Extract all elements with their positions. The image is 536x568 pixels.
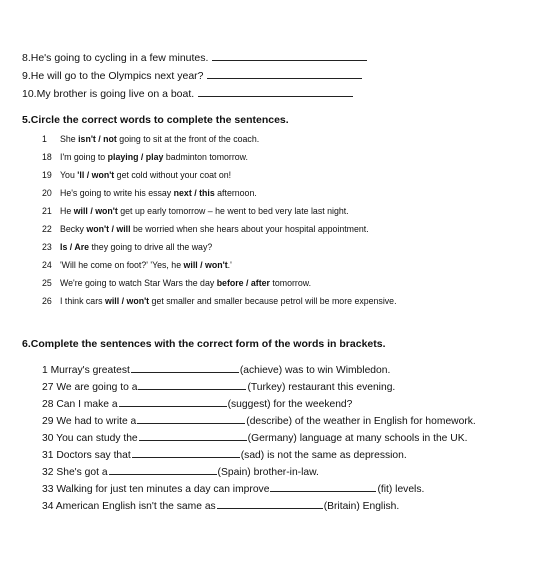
item-number: 26 — [42, 296, 52, 306]
section5-item — [42, 134, 259, 144]
item-text-after: (sad) is not the same as depression. — [240, 450, 407, 461]
choice-words[interactable]: 'll / won't — [77, 170, 115, 180]
item-text-before: I'm going to — [60, 152, 108, 162]
item-number: 1 — [42, 134, 47, 144]
item-number: 27 — [42, 382, 54, 393]
item-text-before: Doctors say that — [56, 450, 131, 461]
item-text-after: get up early tomorrow – he went to bed very late last night. — [117, 206, 349, 216]
item-text-after: (fit) levels. — [377, 484, 425, 495]
item-text-after: (suggest) for the weekend? — [227, 399, 353, 410]
item-text-before: She — [60, 134, 79, 144]
item-number: 22 — [42, 224, 52, 234]
item-text-before: 'Will he come on foot?' 'Yes, he — [60, 260, 184, 270]
exercise-item-8 — [22, 52, 368, 64]
item-text-after: be worried when she hears about your hospital appointment. — [130, 224, 369, 234]
section5-item — [42, 224, 369, 234]
item-number: 32 — [42, 467, 54, 478]
section-5-title: 5.Circle the correct words to complete the sentences. — [22, 114, 289, 126]
item-text-before: We are going to a — [56, 382, 138, 393]
item-text-after: (describe) of the weather in English for homework. — [246, 416, 476, 427]
answer-blank[interactable] — [131, 364, 239, 373]
answer-blank[interactable] — [109, 466, 217, 475]
item-text-after: (achieve) was to win Wimbledon. — [239, 365, 391, 376]
answer-blank[interactable] — [198, 88, 353, 97]
exercise-item-9 — [22, 70, 363, 82]
section5-item — [42, 188, 257, 198]
item-number: 21 — [42, 206, 52, 216]
item-text-before: Murray's greatest — [50, 365, 130, 376]
section5-item — [42, 296, 397, 306]
answer-blank[interactable] — [137, 415, 245, 424]
item-text-before: We're going to watch Star Wars the day — [60, 278, 217, 288]
choice-words[interactable]: will / won't — [73, 206, 118, 216]
answer-blank[interactable] — [270, 483, 376, 492]
item-text-after: going to sit at the front of the coach. — [116, 134, 260, 144]
answer-blank[interactable] — [212, 52, 367, 61]
section5-item — [42, 170, 231, 180]
item-number: 19 — [42, 170, 52, 180]
section5-item — [42, 206, 349, 216]
item-text-before: He's going to write his essay — [60, 188, 174, 198]
item-text-before: Walking for just ten minutes a day can improve — [56, 484, 270, 495]
exercise-item-10 — [22, 88, 354, 100]
answer-blank[interactable] — [217, 500, 323, 509]
answer-blank[interactable] — [132, 449, 240, 458]
item-number: 25 — [42, 278, 52, 288]
item-text-after: (Turkey) restaurant this evening. — [247, 382, 396, 393]
item-number: 29 — [42, 416, 54, 427]
answer-blank[interactable] — [139, 432, 247, 441]
item-number: 1 — [42, 365, 48, 376]
choice-words[interactable]: Is / Are — [60, 242, 90, 252]
item-number: 20 — [42, 188, 52, 198]
section-6-title: 6.Complete the sentences with the correct form of the words in brackets. — [22, 338, 386, 350]
section6-item — [42, 483, 424, 495]
section5-item — [42, 242, 212, 252]
item-text: 8.He's going to cycling in a few minutes. — [22, 52, 209, 64]
section5-item — [42, 152, 248, 162]
item-number: 23 — [42, 242, 52, 252]
item-text-before: American English isn't the same as — [55, 501, 216, 512]
item-text-after: get cold without your coat on! — [114, 170, 232, 180]
choice-words[interactable]: playing / play — [107, 152, 164, 162]
answer-blank[interactable] — [138, 381, 246, 390]
item-text-before: You can study the — [56, 433, 138, 444]
item-text-before: I think cars — [60, 296, 105, 306]
item-text: 9.He will go to the Olympics next year? — [22, 70, 204, 82]
item-number: 30 — [42, 433, 54, 444]
item-text-after: tomorrow. — [269, 278, 312, 288]
section6-item — [42, 415, 476, 427]
section6-item — [42, 449, 407, 461]
item-text-before: She's got a — [56, 467, 108, 478]
item-number: 31 — [42, 450, 54, 461]
answer-blank[interactable] — [119, 398, 227, 407]
item-number: 34 — [42, 501, 54, 512]
choice-words[interactable]: will / won't — [183, 260, 228, 270]
item-text-after: (Britain) English. — [323, 501, 400, 512]
item-number: 18 — [42, 152, 52, 162]
item-text-after: get smaller and smaller because petrol will be more expensive. — [149, 296, 397, 306]
section6-item — [42, 398, 352, 410]
item-text-before: He — [60, 206, 74, 216]
answer-blank[interactable] — [207, 70, 362, 79]
item-text-after: .' — [227, 260, 232, 270]
choice-words[interactable]: before / after — [216, 278, 270, 288]
item-text-after: they going to drive all the way? — [89, 242, 213, 252]
item-text-before: Can I make a — [56, 399, 118, 410]
item-text-before: Becky — [60, 224, 87, 234]
item-text: 10.My brother is going live on a boat. — [22, 88, 195, 100]
section6-item — [42, 466, 319, 478]
section6-item — [42, 381, 395, 393]
section6-item — [42, 432, 467, 444]
choice-words[interactable]: next / this — [173, 188, 215, 198]
choice-words[interactable]: will / won't — [104, 296, 150, 306]
item-text-after: badminton tomorrow. — [163, 152, 248, 162]
section5-item — [42, 260, 232, 270]
item-text-before: We had to write a — [56, 416, 137, 427]
item-text-before: You — [60, 170, 78, 180]
item-text-after: afternoon. — [214, 188, 257, 198]
item-text-after: (Spain) brother-in-law. — [217, 467, 319, 478]
choice-words[interactable]: won't / will — [86, 224, 131, 234]
section6-item — [42, 364, 390, 376]
section5-item — [42, 278, 311, 288]
item-number: 24 — [42, 260, 52, 270]
item-number: 28 — [42, 399, 54, 410]
item-text-after: (Germany) language at many schools in the UK. — [247, 433, 468, 444]
section6-item — [42, 500, 399, 512]
choice-words[interactable]: isn't / not — [78, 134, 117, 144]
item-number: 33 — [42, 484, 54, 495]
